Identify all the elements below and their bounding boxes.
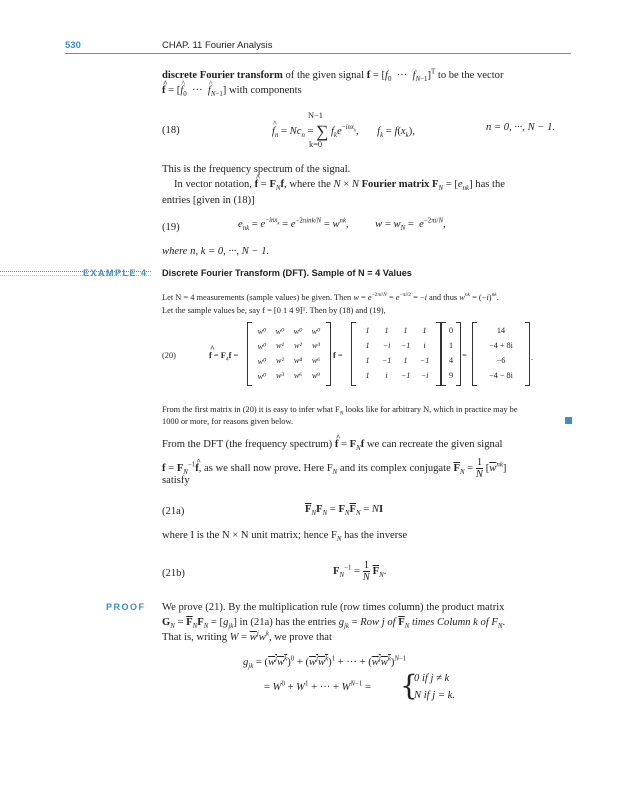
w-matrix-cell: w⁴ — [293, 356, 303, 365]
result-vector — [472, 322, 530, 386]
numeric-matrix-cell: i — [423, 341, 426, 350]
unit-matrix-line: where I is the N × N unit matrix; hence $F_N$ has the inverse — [162, 530, 408, 544]
recreate-line-2: $f = F_N^{-1}\^{}$ f, as we shall now prove. Here $F_N$ and its complex conjugate $\overline{F}_N$ = $\frac{1}{N}$ $[\overline{w}^{nk}]$ — [162, 457, 506, 480]
eq20-equals-2: = — [462, 351, 467, 360]
numeric-matrix-cell: 1 — [403, 356, 408, 365]
eq19-body: $e_{nk} = e^{-inx_k} = e^{-2\pi ink/N} = w^{nk}$, $w = w_N = e^{-2\pi i/N}$, — [238, 217, 446, 233]
proof-line-1: We prove (21). By the multiplication rule (row times column) the product matrix — [162, 602, 505, 613]
example-title: Discrete Fourier Transform (DFT). Sample of N = 4 Values — [162, 268, 412, 278]
proof-sum-expansion: $g_{jk} = (w^jw^k)^0 + (w^jw^k)^1$ + ··· + $(w^jw^k)^{N-1}$ — [243, 655, 407, 671]
eq18-sum-lower: k=0 — [309, 140, 323, 149]
eq18-range: n = 0, ···, N − 1. — [486, 122, 556, 133]
numeric-matrix-cell: 1 — [365, 356, 370, 365]
case-not-equal: 0 if j ≠ k — [414, 673, 450, 684]
case-equal: N if j = k. — [414, 690, 455, 701]
numeric-matrix-cell: 1 — [365, 341, 370, 350]
w-matrix-cell: w⁶ — [293, 371, 303, 380]
numeric-matrix-cell: −1 — [400, 341, 411, 350]
numeric-matrix-cell: 1 — [365, 326, 370, 335]
numeric-matrix-cell: i — [385, 371, 388, 380]
cases-brace: { — [400, 669, 418, 702]
numeric-matrix-cell: 1 — [422, 326, 427, 335]
w-matrix-cell: w⁹ — [311, 371, 321, 380]
w-matrix-cell: w² — [276, 356, 284, 365]
entries-line: entries [given in (18)] — [162, 195, 255, 206]
intro-line-1: discrete Fourier transform of the given signal $f = [f_0$ ··· $f_{N-1}]^T$ to be the vector — [162, 68, 504, 84]
eq21b-body: $F_N^{-1}$ = $\frac{1}{N}$ $\overline{F}_N$. — [333, 560, 387, 583]
header-rule — [65, 53, 571, 54]
eq21a-tag: (21a) — [162, 506, 185, 517]
eq21b-tag: (21b) — [162, 568, 185, 579]
proof-label: PROOF — [106, 602, 146, 612]
numeric-matrix-cell: −1 — [400, 371, 411, 380]
numeric-matrix-cell: 1 — [384, 326, 389, 335]
result-vector-cell: −4 − 8i — [489, 371, 513, 380]
vector-notation-line: In vector notation, ^ $f = F_Nf$, where the N × N Fourier matrix $F_N = [e_{nk}]$ has the — [174, 178, 505, 192]
numeric-matrix-cell: 1 — [403, 326, 408, 335]
proof-line-3: That is, writing $W = \overline{w}^jw^k$, we prove that — [162, 630, 332, 643]
eq21a-body: $\overline{F}_NF_N = F_N\overline{F}_N$ = NI — [305, 504, 384, 518]
numeric-matrix-cell: −1 — [419, 356, 430, 365]
page-number: 530 — [65, 40, 81, 51]
example-after-1: From the first matrix in (20) it is easy to infer what $F_N$ looks like for arbitrary N, which in practice may be — [162, 405, 518, 417]
numeric-matrix-cell: 1 — [365, 371, 370, 380]
eq20-period: . — [531, 353, 534, 362]
signal-vector-cell: 9 — [448, 371, 454, 380]
proof-line-2: $G_N = \overline{F}_NF_N = [g_{jk}]$ in (21a) has the entries $g_{jk}$ = Row j of $\overline{F}_N$ times Column k of $F_N$. — [162, 617, 506, 631]
numeric-matrix-cell: −1 — [381, 356, 392, 365]
w-matrix-cell: w⁶ — [311, 356, 321, 365]
spectrum-line: This is the frequency spectrum of the signal. — [162, 164, 351, 175]
w-matrix-cell: w⁰ — [257, 372, 267, 381]
numeric-matrix-cell: −i — [420, 371, 429, 380]
eq18-sum-upper: N−1 — [308, 111, 323, 120]
w-matrix-cell: w⁰ — [293, 327, 303, 336]
numeric-matrix-cell: −i — [382, 341, 391, 350]
w-matrix-cell: w³ — [312, 341, 320, 350]
example-line-1: Let N = 4 measurements (sample values) be given. Then $w = e^{-2\pi i/N} = e^{-\pi i/2} = -i$ and thus $w^{nk} = (-i)^{nk}$. — [162, 292, 499, 302]
eq20-tag: (20) — [162, 351, 176, 360]
eq20-equals-1: f = — [333, 351, 343, 360]
example-line-2: Let the sample values be, say f = [0 1 4 9]ᵀ. Then by (18) and (19), — [162, 306, 386, 315]
end-of-example-square — [565, 417, 572, 424]
intro-line-2: ^ f = [^ $f_0$ ··· ^ $f_{N-1}$] with components — [162, 84, 302, 98]
w-matrix-cell: w⁰ — [257, 342, 267, 351]
result-vector-cell: −6 — [496, 356, 506, 365]
w-matrix-cell: w⁰ — [257, 357, 267, 366]
recreate-line-1: From the DFT (the frequency spectrum) ^ $f = F_Nf$ we can recreate the given signal — [162, 438, 502, 452]
result-vector-cell: 14 — [496, 326, 506, 335]
signal-vector-cell: 0 — [448, 326, 454, 335]
eq19-tag: (19) — [162, 222, 180, 233]
eq18-tag: (18) — [162, 125, 180, 136]
recreate-line-3: satisfy — [162, 475, 190, 486]
eq18-body: ^ $f_n = Nc_n$ = ∑ $f_ke^{-inx_k}$, $f_k = f(x_k)$, — [272, 122, 415, 142]
w-matrix-cell: w¹ — [276, 341, 284, 350]
eq20-lhs: ^ $f = F_4f$ = — [209, 350, 238, 361]
w-matrix-cell: w⁰ — [257, 327, 267, 336]
signal-vector — [441, 322, 461, 386]
result-vector-cell: −4 + 8i — [489, 341, 513, 350]
w-matrix-cell: w³ — [276, 371, 284, 380]
w-matrix-cell: w⁰ — [275, 327, 285, 336]
chapter-heading: CHAP. 11 Fourier Analysis — [162, 40, 273, 51]
signal-vector-cell: 4 — [448, 356, 454, 365]
w-power-matrix — [247, 322, 331, 386]
w-matrix-cell: w⁰ — [311, 327, 321, 336]
example-label: EXAMPLE 4 — [83, 268, 148, 278]
numeric-matrix — [351, 322, 441, 386]
proof-geometric-sum: = $W^0 + W^1$ + ··· + $W^{N-1}$ = — [264, 680, 371, 693]
where-line: where n, k = 0, ···, N − 1. — [162, 246, 270, 257]
example-after-2: 1000 or more, for reasons given below. — [162, 417, 294, 426]
w-matrix-cell: w² — [294, 341, 302, 350]
signal-vector-cell: 1 — [448, 341, 454, 350]
